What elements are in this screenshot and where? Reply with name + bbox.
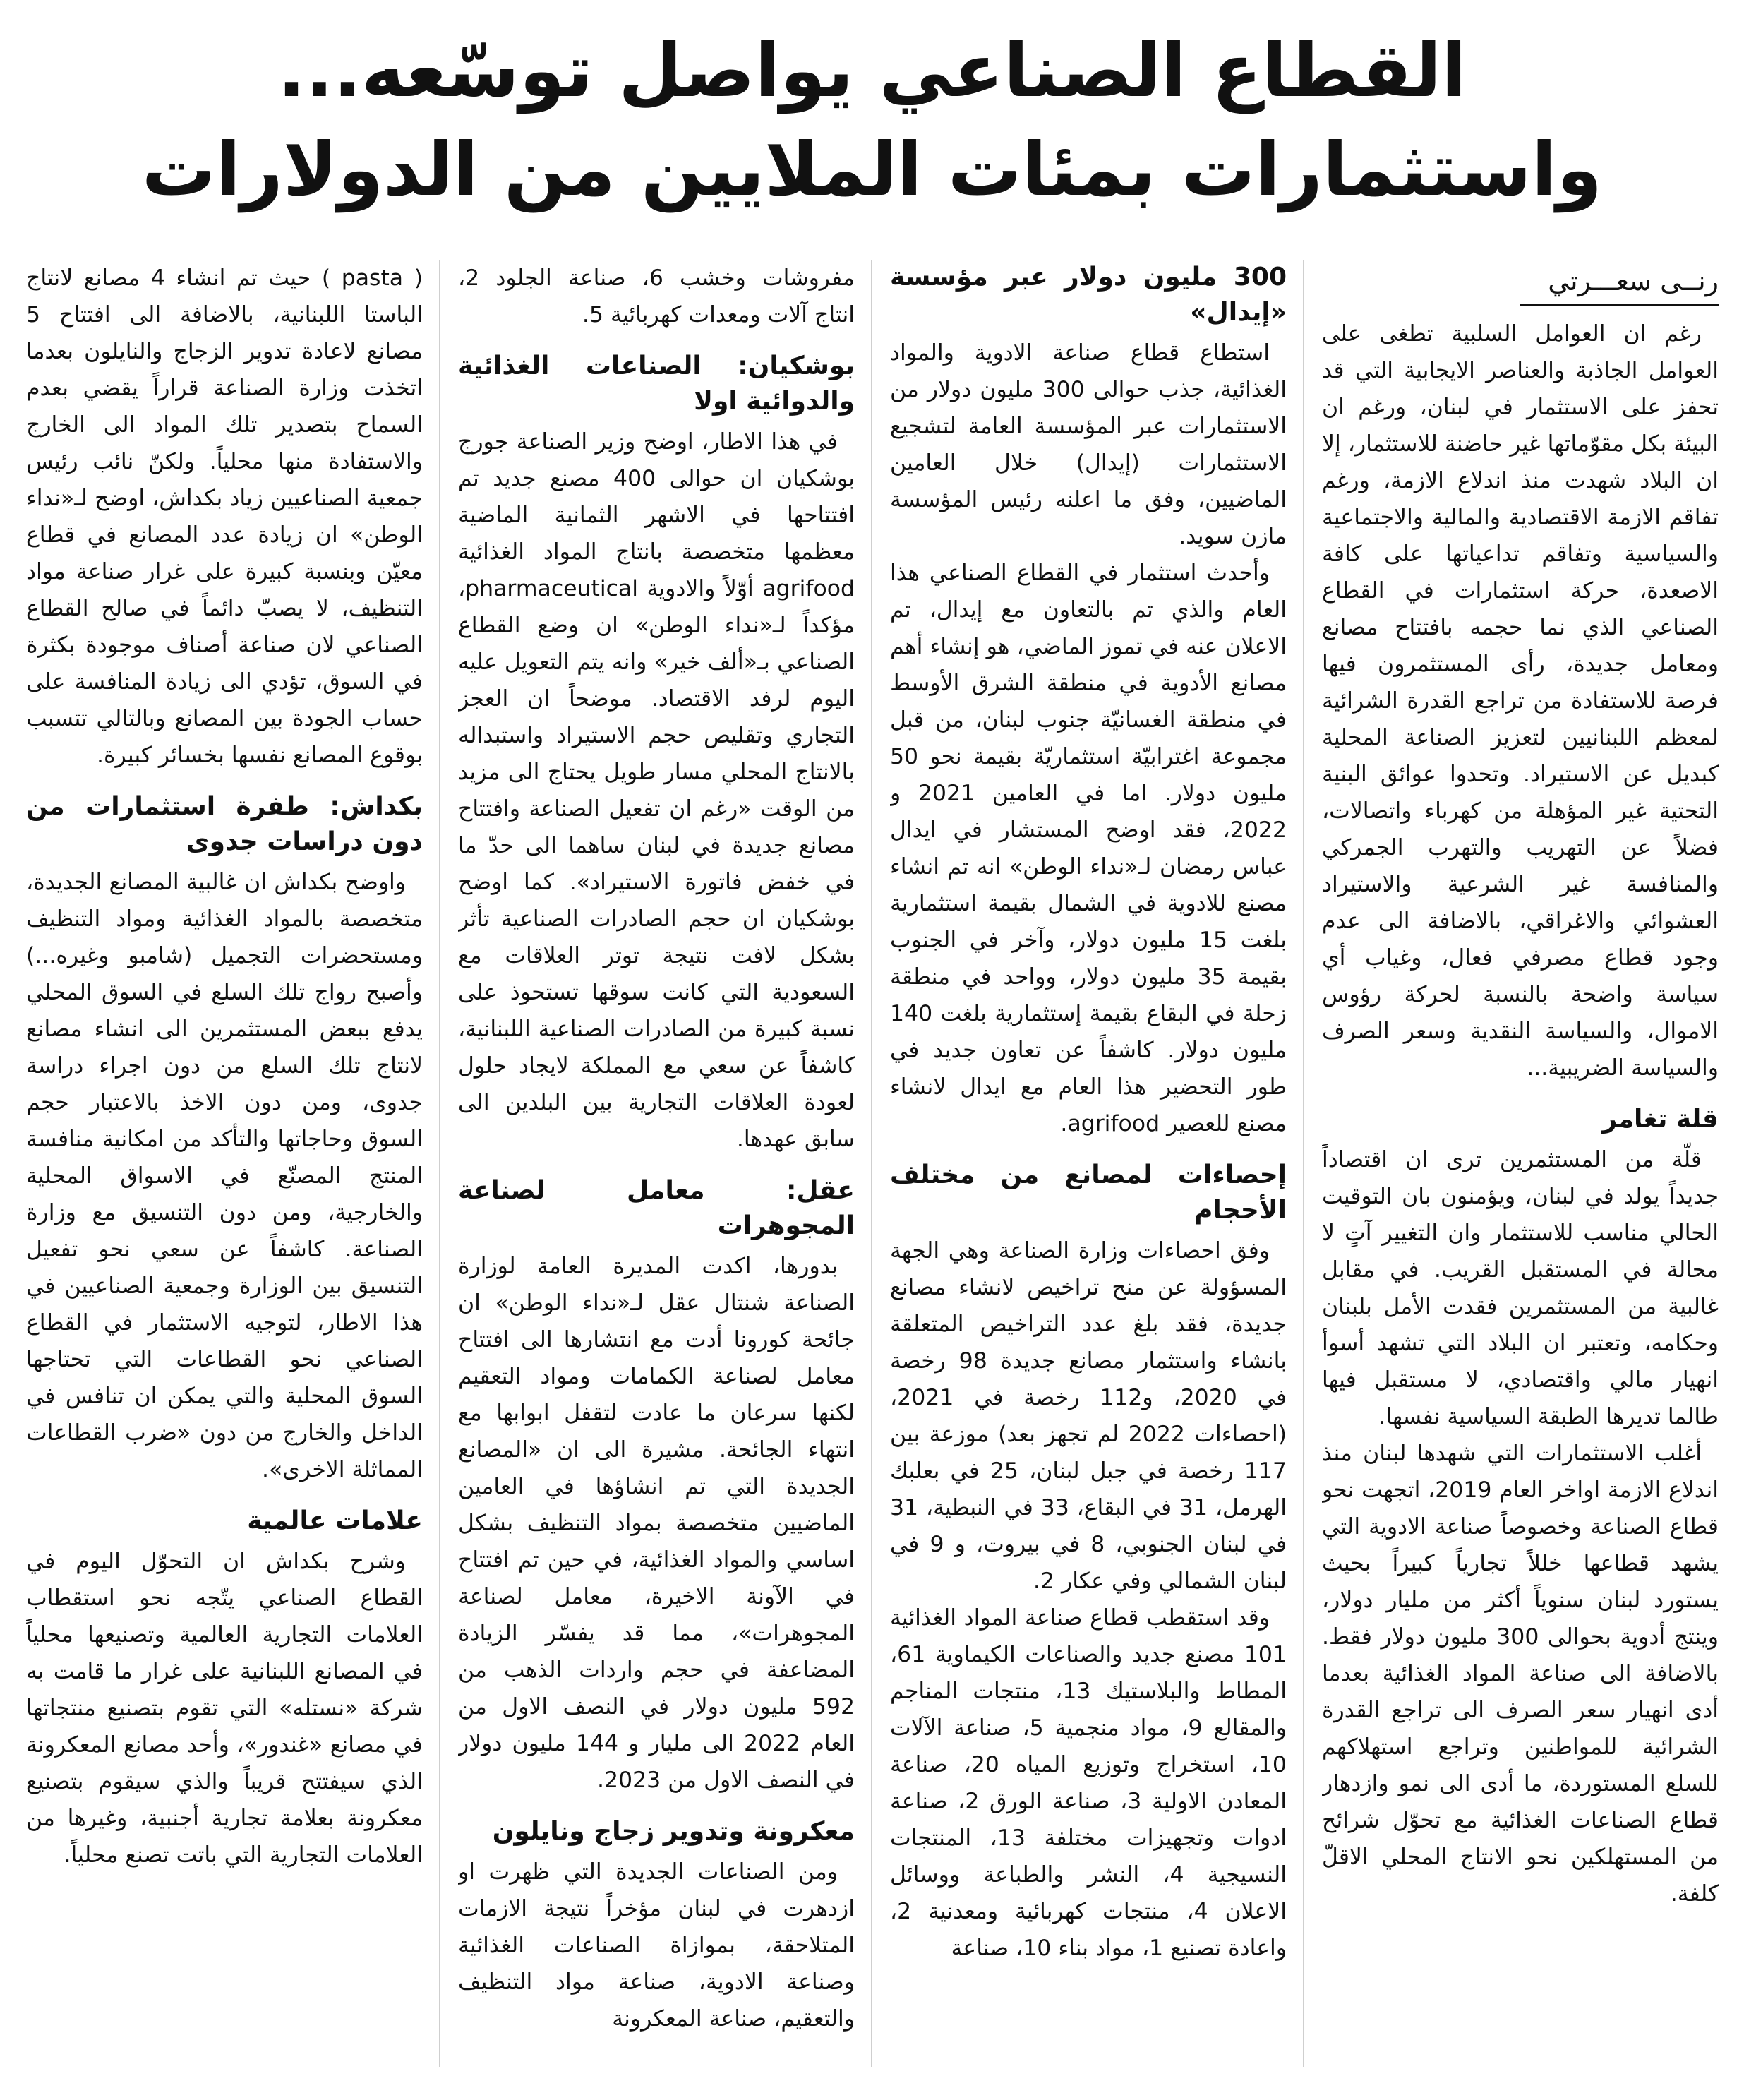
paragraph: قلّة من المستثمرين ترى ان اقتصاداً جديداً يولد في لبنان، ويؤمنون بان التوقيت الحالي مناسب للاستثمار وان التغيير آتٍ لا محالة في المستقبل القريب. في مقابل غالبية من المستثمرين فقدت الأمل بلبنان وحكامه، وتعتبر ان البلاد التي تشهد أسوأ انهيار مالي واقتصادي، لا مستقبل فيها طالما تديرها الطبقة السياسية نفسها. — [1322, 1147, 1719, 1429]
paragraph: أغلب الاستثمارات التي شهدها لبنان منذ اندلاع الازمة اواخر العام 2019، اتجهت نحو قطاع الصناعة وخصوصاً صناعة الادوية التي يشهد قطاعها خللاً تجارياً كبيراً بحيث يستورد لبنان سنوياً أكثر من مليار دولار، وينتج أدوية بحوالى 300 مليون دولار فقط. بالاضافة الى صناعة المواد الغذائية بعدما أدى انهيار سعر الصرف الى تراجع القدرة الشرائية للمواطنين وتراجع استهلاكهم للسلع المستوردة، ما أدى الى نمو وازدهار قطاع الصناعات الغذائية مع تحوّل شرائح من المستهلكين نحو الانتاج المحلي الاقلّ كلفة. — [1322, 1441, 1719, 1907]
paragraph: وقد استقطب قطاع صناعة المواد الغذائية 101 مصنع جديد والصناعات الكيماوية 61، المطاط والبلاستيك 13، منتجات المناجم والمقالع 9، مواد منجمية 5، صناعة الآلات 10، استخراج وتوزيع المياه 20، صناعة المعادن الاولية 3، صناعة الورق 2، صناعة ادوات وتجهيزات مختلفة 13، المنتجات النسيجية 4، النشر والطباعة ووسائل الاعلان 4، منتجات كهربائية ومعدنية 2، واعادة تصنيع 1، مواد بناء 10، صناعة — [890, 1605, 1287, 1961]
column-4 — [26, 260, 423, 2081]
subheading: قلة تغامر — [1602, 1105, 1719, 1134]
paragraph: في هذا الاطار، اوضح وزير الصناعة جورج بوشكيان ان حوالى 400 مصنع جديد تم افتتاحها في الاشهر الثمانية الماضية معظمها متخصصة بانتاج المواد الغذائية agrifood أوّلاً والادوية pharmaceutical، مؤكداً لـ«نداء الوطن» ان وضع القطاع الصناعي بـ«ألف خير» وانه يتم التعويل عليه اليوم لرفد الاقتصاد. موضحاً ان العجز التجاري وتقليص حجم الاستيراد واستبداله بالانتاج المحلي مسار طويل يحتاج الى مزيد من الوقت «رغم ان تفعيل الصناعة وافتتاح مصانع جديدة في لبنان ساهما الى حدّ ما في خفض فاتورة الاستيراد». كما اوضح بوشكيان ان حجم الصادرات الصناعية تأثر بشكل لافت نتيجة توتر العلاقات مع السعودية التي كانت سوقها تستحوذ على نسبة كبيرة من الصادرات الصناعية اللبنانية، كاشفاً عن سعي مع المملكة لايجاد حلول لعودة العلاقات التجارية بين البلدين الى سابق عهدها. — [458, 429, 855, 1152]
paragraph: وفق احصاءات وزارة الصناعة وهي الجهة المسؤولة عن منح تراخيص لانشاء مصانع جديدة، فقد بلغ عدد التراخيص المتعلقة بانشاء واستثمار مصانع جديدة 98 رخصة في 2020، و112 رخصة في 2021، (احصاءات 2022 لم تجهز بعد) موزعة بين 117 رخصة في جبل لبنان، 25 في بعلبك الهرمل، 31 في البقاع، 33 في النبطية، 31 في لبنان الجنوبي، 8 في بيروت، و 9 في لبنان الشمالي وفي عكار 2. — [890, 1238, 1287, 1594]
subheading: 300 مليون دولار عبر مؤسسة «إيدال» — [890, 263, 1287, 327]
subheading: علامات عالمية — [247, 1506, 423, 1535]
column-divider — [439, 260, 440, 2067]
subheading: بكداش: طفرة استثمارات من دون دراسات جدوى — [26, 792, 423, 856]
paragraph: ومن الصناعات الجديدة التي ظهرت او ازدهرت في لبنان مؤخراً نتيجة الازمات المتلاحقة، بموازاة الصناعات الغذائية وصناعة الادوية، صناعة مواد التنظيف والتعقيم، صناعة المعكرونة — [458, 1859, 855, 2032]
column-divider — [871, 260, 872, 2067]
headline-line-1: القطاع الصناعي يواصل توسّعه... — [277, 28, 1467, 114]
column-1 — [1322, 260, 1719, 2081]
paragraph: رغم ان العوامل السلبية تطغى على العوامل الجاذبة والعناصر الايجابية التي قد تحفز على الاستثمار في لبنان، ورغم ان البيئة بكل مقوّماتها غير حاضنة للاستثمار، إلا ان البلاد شهدت منذ اندلاع الازمة، ورغم تفاقم الازمة الاقتصادية والمالية والاجتماعية والسياسية وتفاقم تداعياتها على كافة الاصعدة، حركة استثمارات في القطاع الصناعي الذي نما حجمه بافتتاح مصانع ومعامل جديدة، رأى المستثمرون فيها فرصة للاستفادة من تراجع القدرة الشرائية لمعظم اللبنانيين لتعزيز الصناعة المحلية كبديل عن الاستيراد. وتحدوا عوائق البنية التحتية غير المؤهلة من كهرباء واتصالات، فضلاً عن التهريب والتهرب الجمركي والمنافسة غير الشرعية والاستيراد العشوائي والاغراقي، بالاضافة الى عدم وجود قطاع مصرفي فعال، وغياب أي سياسة واضحة بالنسبة لحركة رؤوس الاموال، والسياسة النقدية وسعر الصرف والسياسة الضريبية... — [1322, 321, 1719, 1081]
paragraph: ( pasta ) حيث تم انشاء 4 مصانع لانتاج الباستا اللبنانية، بالاضافة الى افتتاح 5 مصانع لاعادة تدوير الزجاج والنايلون بعدما اتخذت وزارة الصناعة قراراً يقضي بعدم السماح بتصدير تلك المواد الى الخارج والاستفادة منها محلياً. ولكنّ نائب رئيس جمعية الصناعيين زياد بكداش، اوضح لـ«نداء الوطن» ان زيادة عدد المصانع في قطاع معيّن وبنسبة كبيرة على غرار صناعة مواد التنظيف، لا يصبّ دائماً في صالح القطاع الصناعي لان صناعة أصناف موجودة بكثرة في السوق، تؤدي الى زيادة المنافسة على حساب الجودة بين المصانع وبالتالي تتسبب بوقوع المصانع نفسها بخسائر كبيرة. — [26, 265, 423, 768]
paragraph: واوضح بكداش ان غالبية المصانع الجديدة، متخصصة بالمواد الغذائية ومواد التنظيف ومستحضرات التجميل (شامبو وغيره...) وأصبح رواج تلك السلع في السوق المحلي يدفع ببعض المستثمرين الى انشاء مصانع لانتاج تلك السلع من دون اجراء دراسة جدوى، ومن دون الاخذ بالاعتبار حجم السوق وحاجاتها والتأكد من امكانية منافسة المنتج المصنّع في الاسواق المحلية والخارجية، ومن دون التنسيق مع وزارة الصناعة. كاشفاً عن سعي نحو تفعيل التنسيق بين الوزارة وجمعية الصناعيين في هذا الاطار، لتوجيه الاستثمار في القطاع الصناعي نحو القطاعات التي تحتاجها السوق المحلية والتي يمكن ان تنافس في الداخل والخارج من دون «ضرب القطاعات المماثلة الاخرى». — [26, 870, 423, 1482]
paragraph: مفروشات وخشب 6، صناعة الجلود 2، انتاج آلات ومعدات كهربائية 5. — [458, 265, 855, 328]
column-2 — [890, 260, 1287, 2081]
paragraph: استطاع قطاع صناعة الادوية والمواد الغذائية، جذب حوالى 300 مليون دولار من الاستثمارات عبر المؤسسة العامة لتشجيع الاستثمارات (إيدال) خلال العامين الماضيين، وفق ما اعلنه رئيس المؤسسة مازن سويد. — [890, 340, 1287, 549]
subheading: معكرونة وتدوير زجاج ونايلون — [492, 1817, 855, 1846]
byline: رنــى سعـــرتي — [1520, 260, 1719, 306]
paragraph: وأحدث استثمار في القطاع الصناعي هذا العام والذي تم بالتعاون مع إيدال، تم الاعلان عنه في تموز الماضي، هو إنشاء أهم مصانع الأدوية في منطقة الشرق الأوسط في منطقة الغسانيّة جنوب لبنان، من قبل مجموعة اغترابيّة استثماريّة بقيمة نحو 50 مليون دولار. اما في العامين 2021 و 2022، فقد اوضح المستشار في ايدال عباس رمضان لـ«نداء الوطن» انه تم انشاء مصنع للادوية في الشمال بقيمة استثمارية بلغت 15 مليون دولار، وآخر في الجنوب بقيمة 35 مليون دولار، وواحد في منطقة زحلة في البقاع بقيمة إستثمارية بلغت 140 مليون دولار. كاشفاً عن تعاون جديد في طور التحضير هذا العام مع ايدال لانشاء مصنع للعصير agrifood. — [890, 560, 1287, 1136]
subheading: عقل: معامل لصناعة المجوهرات — [458, 1176, 855, 1240]
column-3 — [458, 260, 855, 2081]
subheading: بوشكيان: الصناعات الغذائية والدوائية اولا — [458, 352, 855, 416]
paragraph: وشرح بكداش ان التحوّل اليوم في القطاع الصناعي يتّجه نحو استقطاب العلامات التجارية العالمية وتصنيعها محلياً في المصانع اللبنانية على غرار ما قامت به شركة «نستله» التي تقوم بتصنيع منتجاتها في مصانع «غندور»، وأحد مصانع المعكرونة الذي سيفتتح قريباً والذي سيقوم بتصنيع معكرونة بعلامة تجارية أجنبية، وغيرها من العلامات التجارية التي باتت تصنع محلياً. — [26, 1549, 423, 1868]
subheading: إحصاءات لمصانع من مختلف الأحجام — [890, 1160, 1287, 1225]
headline-line-2: واستثمارات بمئات الملايين من الدولارات — [141, 126, 1603, 212]
column-divider — [1303, 260, 1304, 2067]
paragraph: بدورها، اكدت المديرة العامة لوزارة الصناعة شنتال عقل لـ«نداء الوطن» ان جائحة كورونا أدت مع انتشارها الى افتتاح معامل لصناعة الكمامات ومواد التعقيم لكنها سرعان ما عادت لتقفل ابوابها مع انتهاء الجائحة. مشيرة الى ان «المصانع الجديدة التي تم انشاؤها في العامين الماضيين متخصصة بمواد التنظيف بشكل اساسي والمواد الغذائية، في حين تم افتتاح في الآونة الاخيرة، معامل لصناعة المجوهرات»، مما قد يفسّر الزيادة المضاعفة في حجم واردات الذهب من 592 مليون دولار في النصف الاول من العام 2022 الى مليار و 144 مليون دولار في النصف الاول من 2023. — [458, 1254, 855, 1793]
article-columns — [25, 260, 1719, 2081]
headline — [25, 21, 1719, 219]
